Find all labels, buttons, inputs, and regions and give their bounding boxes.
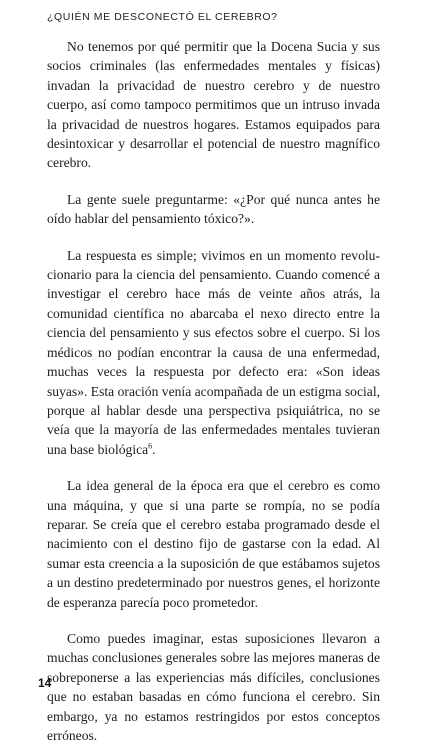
page-number: 14 [38, 676, 52, 690]
paragraph-2: La gente suele preguntarme: «¿Por qué nunca antes he oído hablar del pensamiento tóxico?». [47, 191, 380, 227]
paragraph-5: Como puedes imaginar, estas suposiciones llevaron a muchas conclusiones generales sobre las mejores maneras de sobreponerse a las experiencias más difíciles, conclusiones que no estaban basadas en cómo funciona el cerebro. Sin embargo, ya no estamos restringidos por estos conceptos erróneos. [47, 630, 380, 743]
running-head: ¿QUIÉN ME DESCONECTÓ EL CEREBRO? [47, 11, 278, 23]
body-text [47, 37, 380, 745]
paragraph-4: La idea general de la época era que el cerebro es como una máquina, y que si una parte se rompía, no se podía reparar. Se creía que el cerebro estaba programado desde el nacimiento con el destino fijo de gastarse con la edad. Al sumar esta creencia a la suposición de que estábamos sujetos a un destino predeterminado por nuestros genes, el horizonte de esperanza parecía poco prometedor. [47, 478, 380, 610]
paragraph-3 [47, 246, 380, 459]
paragraph-3-end: . [152, 441, 156, 457]
footnote-reference: 6 [148, 441, 153, 451]
paragraph-3-text: La respuesta es simple; vivimos en un momento revolucionario para la ciencia del pensamiento. Cuando comencé a investigar el cerebro hace más de veinte años atrás, la comunidad científica no abarcaba el nexo directo entre la ciencia del pensamiento y sus efectos sobre el cuerpo. Si los médicos no podían encontrar la causa de una enfermedad, muchas veces la respuesta por defecto era: «Son ideas suyas». Esta oración venía acompañada de un estigma social, porque al hablar desde una perspectiva psiquiátrica, no se veía que la mayoría de las enfermedades mentales tuvieran una base biológica [47, 247, 380, 457]
paragraph-1: No tenemos por qué permitir que la Docena Sucia y sus socios criminales (las enfermedades mentales y físicas) invadan la privacidad de nuestro cerebro y de nuestro cuerpo, así como tampoco permitimos que un intruso invada la privacidad de nuestros hogares. Estamos equipados para desintoxicar y desarrollar el potencial de nuestro magnífico cerebro. [47, 39, 380, 171]
